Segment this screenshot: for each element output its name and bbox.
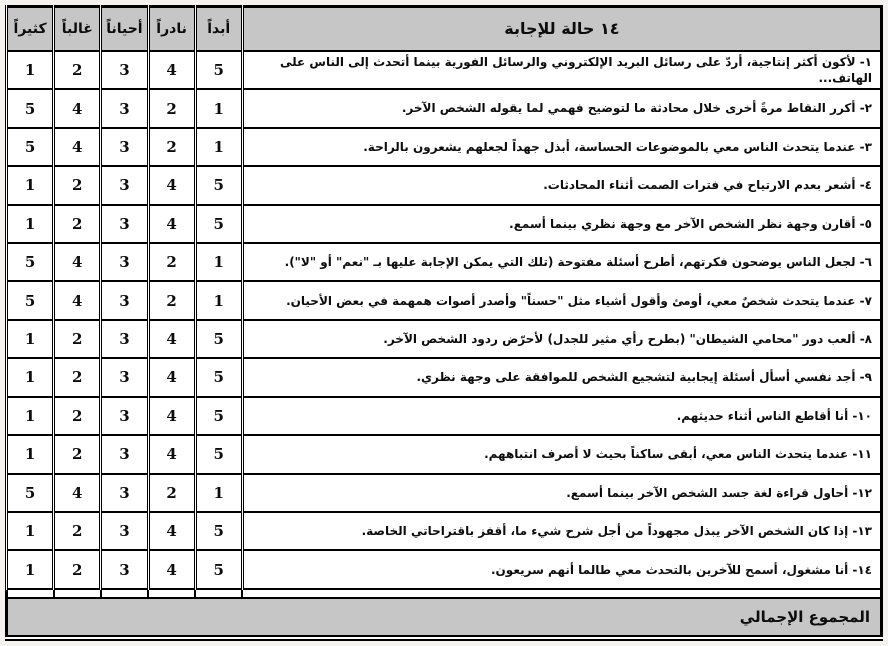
question-row-3 [7,128,882,166]
score-cell: 4 [148,51,195,90]
score-cell: 3 [101,550,148,589]
header-row [7,7,882,51]
column-header-often: غالباً [54,7,101,51]
score-cell: 2 [54,166,101,204]
score-cell: 5 [195,550,242,589]
question-row-2 [7,89,882,127]
question-row-6 [7,243,882,281]
table-title: ١٤ حالة للإجابة [242,7,881,51]
score-cell: 4 [54,89,101,127]
question-text: ٨- ألعب دور "محامي الشيطان" (بطرح رأي مثير للجدل) لأحرّض ردود الشخص الآخر. [242,320,881,358]
score-cell: 2 [148,243,195,281]
score-cell: 1 [7,512,54,550]
score-cell: 5 [195,205,242,243]
score-cell: 5 [7,281,54,319]
score-cell: 5 [195,51,242,90]
score-cell: 5 [7,128,54,166]
score-cell: 3 [101,320,148,358]
question-text: ١١- عندما يتحدث الناس معي، أبقى ساكناً بحيث لا أصرف انتباههم. [242,435,881,473]
score-cell: 2 [148,89,195,127]
score-cell: 5 [195,358,242,396]
score-cell: 5 [7,243,54,281]
score-cell: 3 [101,474,148,512]
question-row-4 [7,166,882,204]
question-text: ١٤- أنا مشغول، أسمح للآخرين بالتحدث معي طالما أنهم سريعون. [242,550,881,589]
score-cell: 4 [148,320,195,358]
question-row-1 [7,51,882,90]
question-row-9 [7,358,882,396]
spacer-cell [7,589,54,598]
question-row-13 [7,512,882,550]
score-cell: 2 [148,281,195,319]
question-text: ١- لأكون أكثر إنتاجية، أردّ على رسائل البريد الإلكتروني والرسائل الفورية بينما أتحدث إلى الناس على الهاتف... [242,51,881,90]
score-cell: 2 [54,435,101,473]
question-row-14 [7,550,882,589]
score-cell: 3 [101,397,148,435]
score-cell: 4 [148,205,195,243]
score-cell: 2 [54,320,101,358]
score-cell: 4 [148,166,195,204]
question-row-8 [7,320,882,358]
score-cell: 1 [7,550,54,589]
spacer-row [7,589,882,598]
score-cell: 3 [101,166,148,204]
score-cell: 2 [54,550,101,589]
column-header-frequently: كثيراً [7,7,54,51]
score-cell: 5 [195,512,242,550]
spacer-cell [148,589,195,598]
question-text: ٥- أقارن وجهة نظر الشخص الآخر مع وجهة نظري بينما أسمع. [242,205,881,243]
score-cell: 5 [195,397,242,435]
score-cell: 1 [7,166,54,204]
question-row-10 [7,397,882,435]
score-cell: 1 [7,358,54,396]
score-cell: 4 [54,281,101,319]
score-cell: 1 [7,51,54,90]
column-header-sometimes: أحياناً [101,7,148,51]
question-row-7 [7,281,882,319]
spacer-cell [54,589,101,598]
score-cell: 5 [7,474,54,512]
score-cell: 1 [7,435,54,473]
listening-questionnaire-table [5,5,883,641]
score-cell: 1 [7,397,54,435]
question-row-5 [7,205,882,243]
score-cell: 2 [148,474,195,512]
column-header-rarely: نادراً [148,7,195,51]
spacer-cell [195,589,242,598]
score-cell: 5 [7,89,54,127]
score-cell: 2 [54,397,101,435]
score-cell: 4 [54,474,101,512]
question-text: ٩- أجد نفسي أسأل أسئلة إيجابية لتشجيع الشخص للموافقة على وجهة نظري. [242,358,881,396]
total-label: المجموع الإجمالي [7,598,882,638]
score-cell: 4 [54,243,101,281]
score-cell: 1 [195,281,242,319]
score-cell: 3 [101,128,148,166]
question-text: ١٠- أنا أقاطع الناس أثناء حديثهم. [242,397,881,435]
score-cell: 5 [195,166,242,204]
question-text: ١٢- أحاول قراءة لغة جسد الشخص الآخر بينما أسمع. [242,474,881,512]
score-cell: 3 [101,51,148,90]
score-cell: 5 [195,320,242,358]
score-cell: 3 [101,89,148,127]
score-cell: 3 [101,512,148,550]
score-cell: 2 [54,512,101,550]
score-cell: 3 [101,281,148,319]
total-row [7,598,882,638]
question-text: ٦- لجعل الناس يوضحون فكرتهم، أطرح أسئلة مفتوحة (تلك التي يمكن الإجابة عليها بـ "نعم" أو "لا"). [242,243,881,281]
question-text: ١٣- إذا كان الشخص الآخر يبذل مجهوداً من أجل شرح شيء ما، أقفز باقتراحاتي الخاصة. [242,512,881,550]
score-cell: 1 [195,474,242,512]
score-cell: 2 [54,205,101,243]
score-cell: 1 [195,89,242,127]
question-text: ٢- أكرر النقاط مرةً أخرى خلال محادثة ما لتوضيح فهمي لما يقوله الشخص الآخر. [242,89,881,127]
score-cell: 4 [148,550,195,589]
column-header-never: أبداً [195,7,242,51]
score-cell: 1 [7,320,54,358]
question-row-11 [7,435,882,473]
score-cell: 4 [148,397,195,435]
score-cell: 4 [148,435,195,473]
score-cell: 4 [148,358,195,396]
score-cell: 1 [195,128,242,166]
score-cell: 2 [148,128,195,166]
score-cell: 4 [54,128,101,166]
score-cell: 1 [195,243,242,281]
score-cell: 4 [148,512,195,550]
score-cell: 3 [101,358,148,396]
score-cell: 1 [7,205,54,243]
score-cell: 2 [54,358,101,396]
score-cell: 3 [101,205,148,243]
score-cell: 3 [101,435,148,473]
question-text: ٤- أشعر بعدم الارتياح في فترات الصمت أثناء المحادثات. [242,166,881,204]
spacer-cell [242,589,881,598]
question-row-12 [7,474,882,512]
score-cell: 5 [195,435,242,473]
question-text: ٧- عندما يتحدث شخصٌ معي، أومئ وأقول أشياء مثل "حسناً" وأصدر أصوات همهمة في بعض الأحيان. [242,281,881,319]
score-cell: 3 [101,243,148,281]
spacer-cell [101,589,148,598]
score-cell: 2 [54,51,101,90]
question-text: ٣- عندما يتحدث الناس معي بالموضوعات الحساسة، أبذل جهداً لجعلهم يشعرون بالراحة. [242,128,881,166]
